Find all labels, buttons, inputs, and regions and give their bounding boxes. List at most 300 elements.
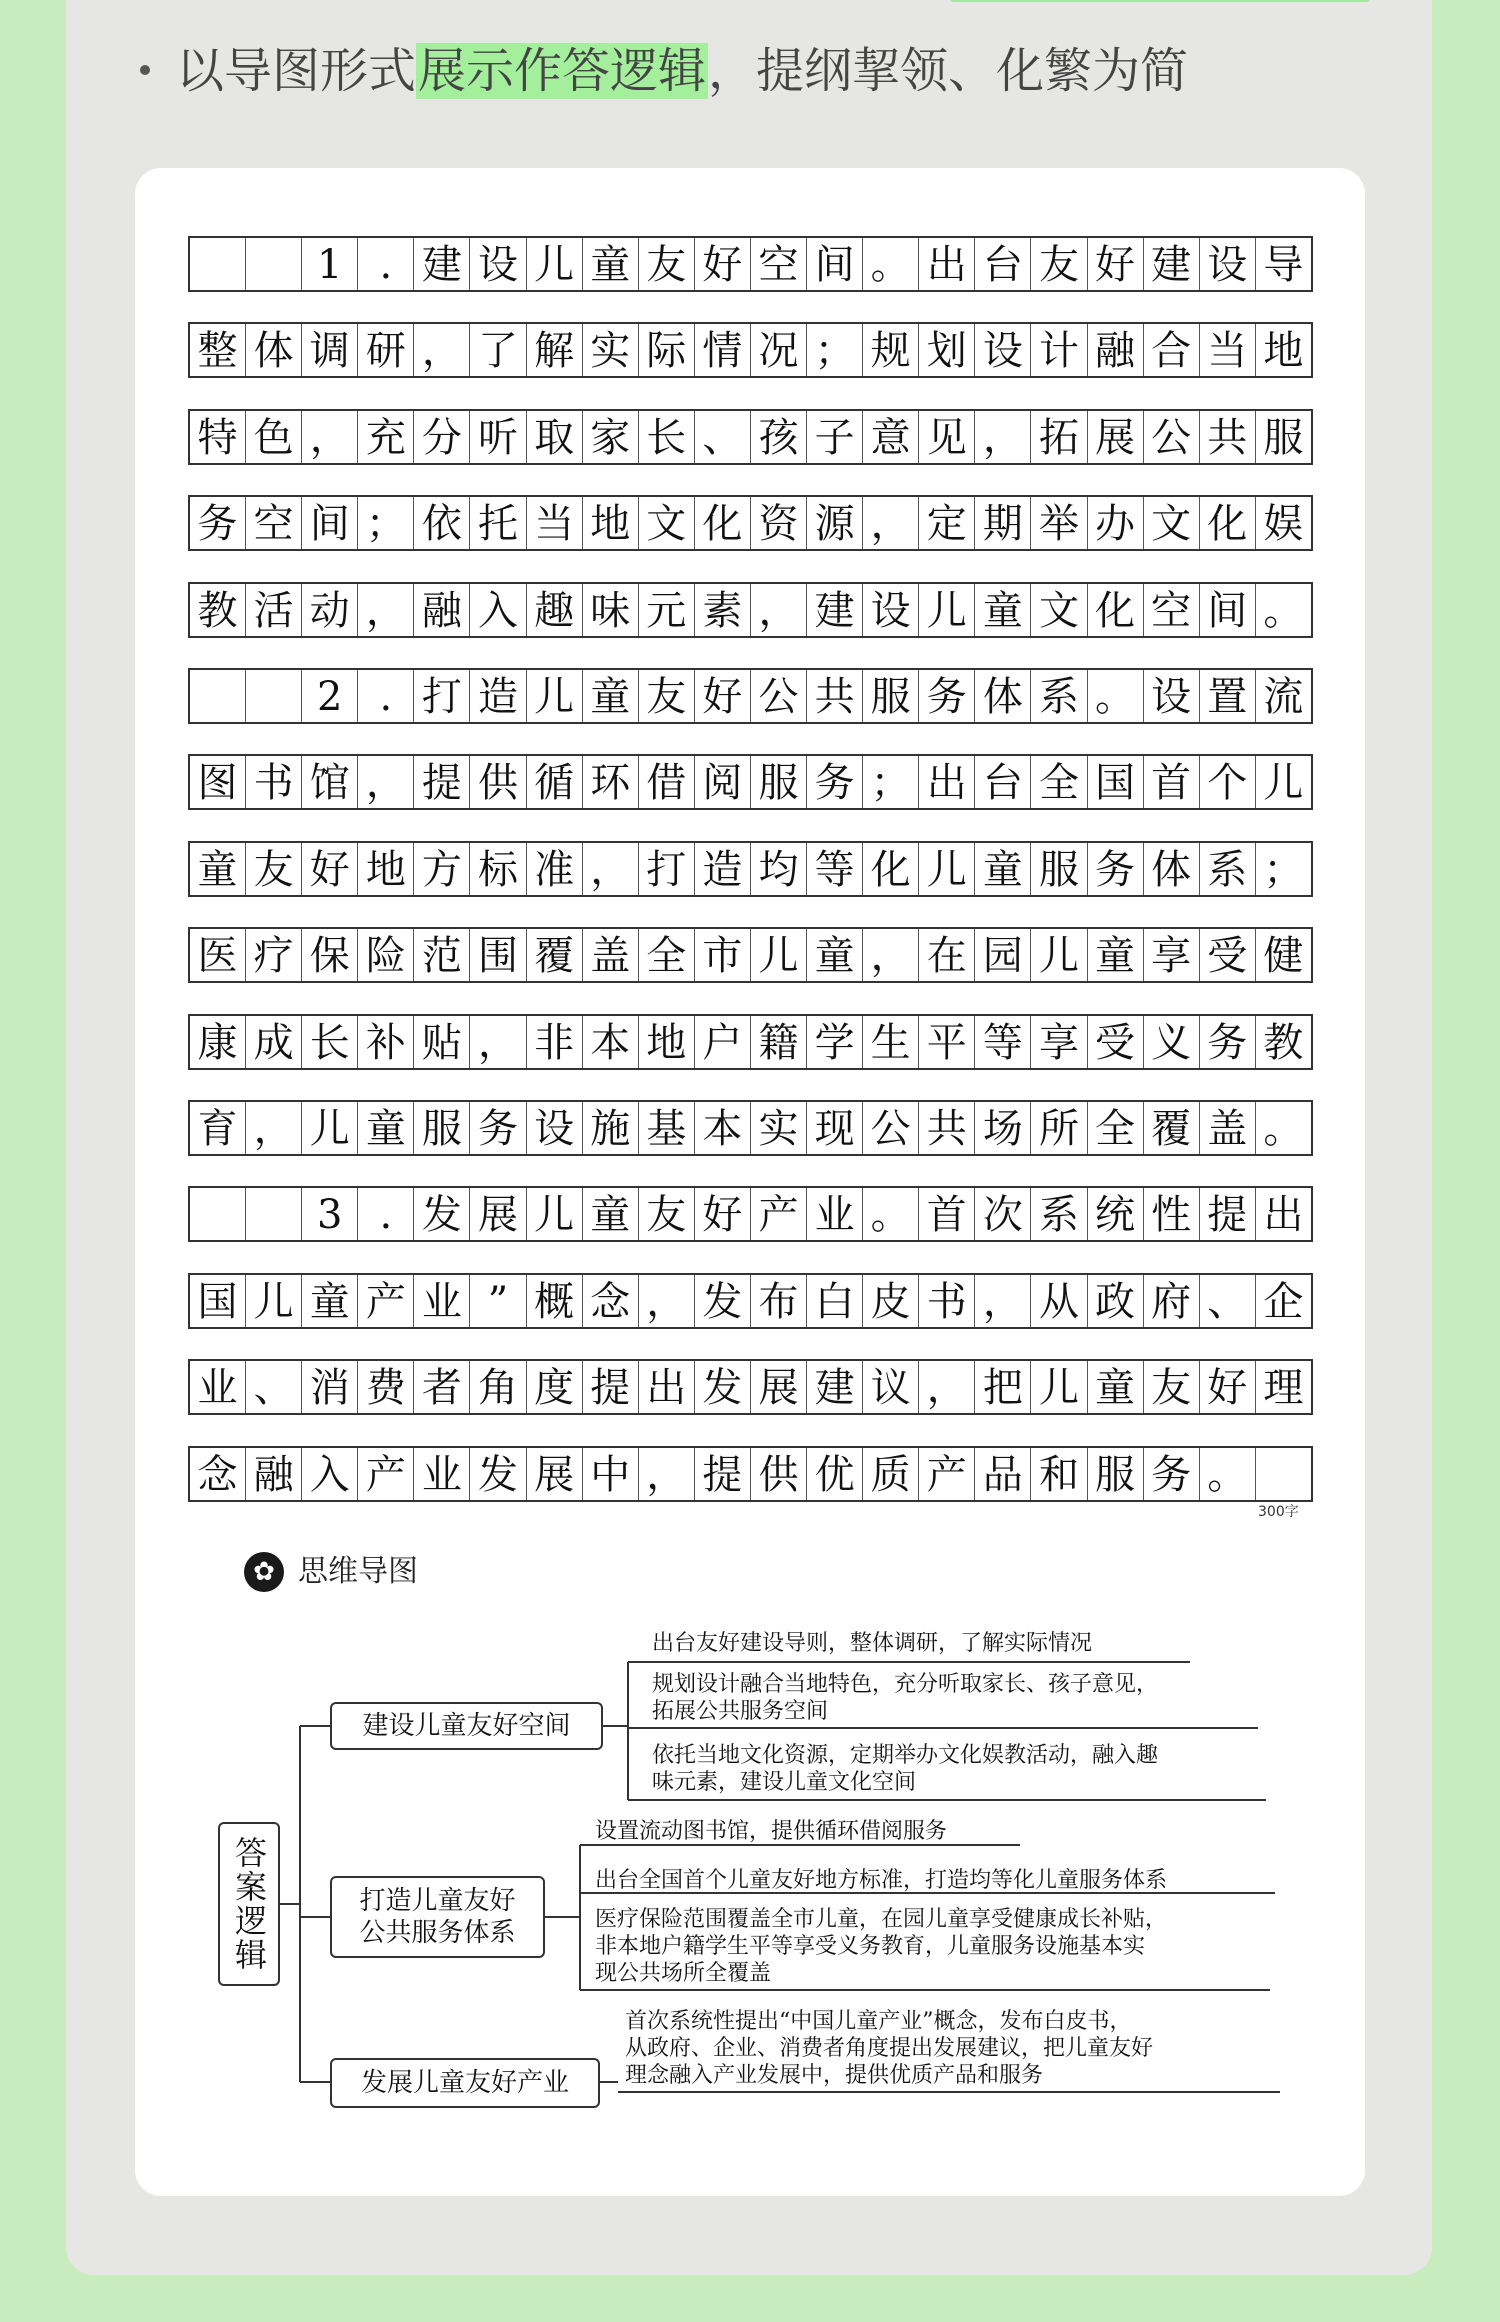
grid-cell: 拓 bbox=[1030, 411, 1086, 463]
grid-cell: ” bbox=[469, 1275, 525, 1327]
grid-cell: 划 bbox=[918, 324, 974, 376]
grid-cell: 服 bbox=[1030, 843, 1086, 895]
grid-cell: 举 bbox=[1030, 497, 1086, 549]
grid-cell: 服 bbox=[1087, 1448, 1143, 1500]
bullet-prefix: 以导图形式 bbox=[176, 43, 417, 99]
grid-cell: 化 bbox=[1087, 584, 1143, 636]
grid-cell: 度 bbox=[526, 1361, 582, 1413]
grid-cell: 首 bbox=[1143, 756, 1199, 808]
grid-cell: 源 bbox=[806, 497, 862, 549]
grid-cell: 台 bbox=[974, 756, 1030, 808]
grid-cell: 好 bbox=[694, 670, 750, 722]
grid-cell: 业 bbox=[413, 1448, 469, 1500]
grid-cell: 生 bbox=[862, 1016, 918, 1068]
grid-cell: 发 bbox=[694, 1275, 750, 1327]
grid-cell: 非 bbox=[526, 1016, 582, 1068]
word-count: 300字 bbox=[1258, 1504, 1299, 1520]
grid-cell: 打 bbox=[413, 670, 469, 722]
grid-cell: 况 bbox=[750, 324, 806, 376]
grid-cell: 长 bbox=[638, 411, 694, 463]
grid-cell: 义 bbox=[1143, 1016, 1199, 1068]
grid-cell: 馆 bbox=[301, 756, 357, 808]
grid-cell: 产 bbox=[750, 1188, 806, 1240]
grid-cell: 、 bbox=[694, 411, 750, 463]
grid-cell: 范 bbox=[413, 929, 469, 981]
leaf-line: 现公共场所全覆盖 bbox=[595, 1961, 772, 1986]
grid-cell: ； bbox=[862, 756, 918, 808]
grid-cell: 文 bbox=[1143, 497, 1199, 549]
grid-cell: 童 bbox=[582, 238, 638, 290]
grid-cell: 动 bbox=[301, 584, 357, 636]
grid-cell: 特 bbox=[197, 414, 238, 461]
grid-cell: 施 bbox=[582, 1102, 638, 1154]
grid-cell: 当 bbox=[1199, 324, 1255, 376]
grid-cell: 个 bbox=[1199, 756, 1255, 808]
grid-cell: 从 bbox=[1030, 1275, 1086, 1327]
grid-cell: 化 bbox=[1199, 497, 1255, 549]
mindmap-root-label: 答案逻辑 bbox=[230, 1836, 268, 1972]
grid-cell: 务 bbox=[806, 756, 862, 808]
grid-cell: 供 bbox=[750, 1448, 806, 1500]
grid-cell: 童 bbox=[582, 670, 638, 722]
grid-cell: 务 bbox=[918, 670, 974, 722]
branch-label-line: 打造儿童友好 bbox=[359, 1886, 516, 1916]
grid-cell: 实 bbox=[582, 324, 638, 376]
grid-cell: 流 bbox=[1255, 670, 1311, 722]
grid-cell: ， bbox=[469, 1016, 525, 1068]
grid-cell: 活 bbox=[245, 584, 301, 636]
grid-cell: ， bbox=[357, 584, 413, 636]
grid-cell: ， bbox=[301, 411, 357, 463]
grid-cell: 童 bbox=[301, 1275, 357, 1327]
grid-cell: 公 bbox=[750, 670, 806, 722]
grid-cell: 提 bbox=[413, 756, 469, 808]
grid-cell: 。 bbox=[1087, 670, 1143, 722]
grid-cell: 务 bbox=[1199, 1016, 1255, 1068]
mindmap-leaf bbox=[625, 2008, 1153, 2089]
grid-cell: ， bbox=[582, 843, 638, 895]
grid-cell: 入 bbox=[301, 1448, 357, 1500]
grid-cell: 融 bbox=[413, 584, 469, 636]
mindmap-leaf bbox=[595, 1818, 947, 1845]
grid-cell: 融 bbox=[1087, 324, 1143, 376]
grid-cell: 好 bbox=[694, 238, 750, 290]
grid-cell: 定 bbox=[918, 497, 974, 549]
grid-cell: 、 bbox=[245, 1361, 301, 1413]
leaf-line: 设置流动图书馆，提供循环借阅服务 bbox=[595, 1819, 948, 1844]
grid-cell: 化 bbox=[862, 843, 918, 895]
grid-cell: 出 bbox=[638, 1361, 694, 1413]
grid-cell: 概 bbox=[526, 1275, 582, 1327]
grid-cell: ， bbox=[638, 1448, 694, 1500]
grid-cell: 政 bbox=[1087, 1275, 1143, 1327]
grid-cell: 围 bbox=[469, 929, 525, 981]
grid-cell: 素 bbox=[694, 584, 750, 636]
bullet-suffix: ，提纲挈领、化繁为简 bbox=[708, 43, 1189, 99]
grid-cell: . bbox=[357, 238, 413, 290]
grid-cell: ， bbox=[357, 756, 413, 808]
grid-cell: 办 bbox=[1087, 497, 1143, 549]
grid-cell: ， bbox=[862, 929, 918, 981]
grid-cell: 本 bbox=[582, 1016, 638, 1068]
grid-cell: 发 bbox=[469, 1448, 525, 1500]
grid-cell: 儿 bbox=[245, 1275, 301, 1327]
mindmap-leaf bbox=[652, 1742, 1158, 1796]
grid-cell: 提 bbox=[694, 1448, 750, 1500]
grid-cell: 合 bbox=[1143, 324, 1199, 376]
grid-cell: 均 bbox=[750, 843, 806, 895]
grid-cell: 童 bbox=[974, 843, 1030, 895]
grid-cell: 设 bbox=[469, 238, 525, 290]
grid-cell: 友 bbox=[1143, 1361, 1199, 1413]
grid-cell: 儿 bbox=[526, 670, 582, 722]
grid-cell: 健 bbox=[1255, 929, 1311, 981]
grid-cell: 服 bbox=[750, 756, 806, 808]
grid-cell: 场 bbox=[974, 1102, 1030, 1154]
grid-cell: 设 bbox=[1143, 670, 1199, 722]
grid-cell: 公 bbox=[1143, 411, 1199, 463]
grid-cell: 建 bbox=[413, 238, 469, 290]
grid-cell: 儿 bbox=[1255, 756, 1311, 808]
grid-cell: 家 bbox=[582, 411, 638, 463]
grid-cell: 台 bbox=[974, 238, 1030, 290]
grid-cell: 全 bbox=[638, 929, 694, 981]
leaf-line: 非本地户籍学生平等享受义务教育，儿童服务设施基本实 bbox=[595, 1934, 1146, 1959]
grid-cell: 间 bbox=[301, 497, 357, 549]
grid-cell: 共 bbox=[806, 670, 862, 722]
grid-cell: 借 bbox=[638, 756, 694, 808]
grid-cell: 分 bbox=[413, 411, 469, 463]
grid-cell: 系 bbox=[1030, 1188, 1086, 1240]
grid-cell: 全 bbox=[1087, 1102, 1143, 1154]
grid-cell: 娱 bbox=[1255, 497, 1311, 549]
grid-cell: 贴 bbox=[413, 1016, 469, 1068]
grid-cell: 际 bbox=[638, 324, 694, 376]
grid-cell: 念 bbox=[197, 1451, 238, 1498]
leaf-line: 拓展公共服务空间 bbox=[652, 1699, 829, 1724]
mindmap-branch-1 bbox=[330, 1702, 603, 1750]
leaf-line: 依托当地文化资源，定期举办文化娱教活动，融入趣 bbox=[652, 1743, 1159, 1768]
grid-cell: 造 bbox=[469, 670, 525, 722]
grid-cell: 色 bbox=[245, 411, 301, 463]
grid-cell: 提 bbox=[582, 1361, 638, 1413]
grid-cell: 供 bbox=[469, 756, 525, 808]
grid-cell: 听 bbox=[469, 411, 525, 463]
grid-cell: 建 bbox=[806, 584, 862, 636]
grid-cell: 期 bbox=[974, 497, 1030, 549]
grid-cell: 友 bbox=[1030, 238, 1086, 290]
grid-cell: 和 bbox=[1030, 1448, 1086, 1500]
grid-cell: 角 bbox=[469, 1361, 525, 1413]
grid-cell: 共 bbox=[1199, 411, 1255, 463]
grid-cell: 入 bbox=[469, 584, 525, 636]
grid-cell: 户 bbox=[694, 1016, 750, 1068]
grid-cell: 1 bbox=[301, 238, 357, 290]
grid-cell: 在 bbox=[918, 929, 974, 981]
grid-cell: 展 bbox=[1087, 411, 1143, 463]
grid-cell: 务 bbox=[197, 501, 238, 548]
grid-cell: 依 bbox=[413, 497, 469, 549]
grid-cell: 补 bbox=[357, 1016, 413, 1068]
grid-cell: 发 bbox=[413, 1188, 469, 1240]
grid-cell: ； bbox=[806, 324, 862, 376]
grid-cell: 环 bbox=[582, 756, 638, 808]
grid-cell: 化 bbox=[694, 497, 750, 549]
grid-cell: 地 bbox=[582, 497, 638, 549]
grid-cell: 次 bbox=[974, 1188, 1030, 1240]
grid-cell: 整 bbox=[197, 328, 238, 375]
grid-cell: 等 bbox=[806, 843, 862, 895]
grid-cell: ， bbox=[750, 584, 806, 636]
branch-label-line: 公共服务体系 bbox=[359, 1918, 516, 1948]
grid-cell: 享 bbox=[1030, 1016, 1086, 1068]
grid-cell: 融 bbox=[245, 1448, 301, 1500]
grid-cell: 意 bbox=[862, 411, 918, 463]
grid-cell: 系 bbox=[1030, 670, 1086, 722]
grid-cell: 共 bbox=[918, 1102, 974, 1154]
grid-cell: 园 bbox=[974, 929, 1030, 981]
grid-cell: 儿 bbox=[301, 1102, 357, 1154]
grid-cell: 味 bbox=[582, 584, 638, 636]
grid-cell: 业 bbox=[413, 1275, 469, 1327]
grid-cell: 好 bbox=[301, 843, 357, 895]
grid-cell: 统 bbox=[1087, 1188, 1143, 1240]
grid-cell: 充 bbox=[357, 411, 413, 463]
grid-cell: 。 bbox=[1255, 1102, 1311, 1154]
grid-cell: 费 bbox=[357, 1361, 413, 1413]
grid-cell: 子 bbox=[806, 411, 862, 463]
mindmap-title: 思维导图 bbox=[298, 1554, 418, 1589]
grid-cell: 享 bbox=[1143, 929, 1199, 981]
grid-cell: 儿 bbox=[750, 929, 806, 981]
grid-cell: 3 bbox=[301, 1188, 357, 1240]
grid-cell: ， bbox=[974, 411, 1030, 463]
grid-cell: 计 bbox=[1030, 324, 1086, 376]
grid-cell: 友 bbox=[638, 1188, 694, 1240]
grid-cell: 童 bbox=[974, 584, 1030, 636]
grid-cell: 儿 bbox=[1030, 929, 1086, 981]
grid-cell: 友 bbox=[638, 238, 694, 290]
grid-cell: 理 bbox=[1255, 1361, 1311, 1413]
grid-cell: 基 bbox=[638, 1102, 694, 1154]
grid-cell: 产 bbox=[357, 1275, 413, 1327]
grid-cell: 消 bbox=[301, 1361, 357, 1413]
leaf-line: 首次系统性提出“中国儿童产业”概念，发布白皮书， bbox=[625, 2009, 1132, 2034]
grid-cell: 元 bbox=[638, 584, 694, 636]
grid-cell: 发 bbox=[694, 1361, 750, 1413]
grid-cell: 议 bbox=[862, 1361, 918, 1413]
grid-cell: 体 bbox=[974, 670, 1030, 722]
grid-cell: 地 bbox=[357, 843, 413, 895]
grid-cell: 儿 bbox=[918, 843, 974, 895]
grid-cell: 建 bbox=[1143, 238, 1199, 290]
grid-cell: 务 bbox=[1087, 843, 1143, 895]
grid-cell: 疗 bbox=[245, 929, 301, 981]
grid-cell: 服 bbox=[862, 670, 918, 722]
grid-cell: 。 bbox=[862, 1188, 918, 1240]
grid-cell: 教 bbox=[197, 587, 238, 634]
grid-cell: 当 bbox=[526, 497, 582, 549]
grid-cell: ， bbox=[918, 1361, 974, 1413]
leaf-line: 从政府、企业、消费者角度提出发展建议，把儿童友好 bbox=[625, 2036, 1154, 2061]
grid-cell: 布 bbox=[750, 1275, 806, 1327]
grid-cell: 性 bbox=[1143, 1188, 1199, 1240]
grid-cell: 空 bbox=[750, 238, 806, 290]
grid-cell: 友 bbox=[245, 843, 301, 895]
mindmap-leaf bbox=[595, 1867, 1167, 1894]
grid-cell: 体 bbox=[245, 324, 301, 376]
grid-cell: 本 bbox=[694, 1102, 750, 1154]
grid-cell: 。 bbox=[1199, 1448, 1255, 1500]
mindmap-branch-3 bbox=[330, 2058, 600, 2108]
grid-cell: 服 bbox=[1255, 411, 1311, 463]
grid-cell: 孩 bbox=[750, 411, 806, 463]
grid-cell: 长 bbox=[301, 1016, 357, 1068]
grid-cell: 童 bbox=[197, 846, 238, 893]
grid-cell: 平 bbox=[918, 1016, 974, 1068]
grid-cell: 务 bbox=[1143, 1448, 1199, 1500]
grid-cell: 出 bbox=[1255, 1188, 1311, 1240]
grid-cell: 企 bbox=[1255, 1275, 1311, 1327]
grid-cell: 儿 bbox=[526, 1188, 582, 1240]
grid-cell: 出 bbox=[918, 238, 974, 290]
grid-cell: 设 bbox=[526, 1102, 582, 1154]
grid-cell: 把 bbox=[974, 1361, 1030, 1413]
grid-cell: 书 bbox=[245, 756, 301, 808]
grid-cell: 体 bbox=[1143, 843, 1199, 895]
grid-cell: 地 bbox=[638, 1016, 694, 1068]
grid-cell: 者 bbox=[413, 1361, 469, 1413]
grid-cell: 业 bbox=[197, 1365, 238, 1412]
grid-cell: ； bbox=[1255, 843, 1311, 895]
mindmap-root bbox=[218, 1822, 280, 1986]
grid-cell: 学 bbox=[806, 1016, 862, 1068]
grid-cell: 建 bbox=[806, 1361, 862, 1413]
grid-cell: 提 bbox=[1199, 1188, 1255, 1240]
grid-cell: 受 bbox=[1087, 1016, 1143, 1068]
grid-cell: 资 bbox=[750, 497, 806, 549]
grid-cell: 阅 bbox=[694, 756, 750, 808]
grid-cell: 。 bbox=[862, 238, 918, 290]
grid-cell: 2 bbox=[301, 670, 357, 722]
grid-cell: 医 bbox=[197, 933, 238, 980]
grid-cell: 方 bbox=[413, 843, 469, 895]
grid-cell: 文 bbox=[638, 497, 694, 549]
grid-cell: 务 bbox=[469, 1102, 525, 1154]
grid-cell: 府 bbox=[1143, 1275, 1199, 1327]
grid-cell: 现 bbox=[806, 1102, 862, 1154]
grid-cell: ， bbox=[638, 1275, 694, 1327]
grid-cell: 受 bbox=[1199, 929, 1255, 981]
grid-cell: 展 bbox=[526, 1448, 582, 1500]
grid-cell: 。 bbox=[1255, 584, 1311, 636]
flower-icon: ✿ bbox=[244, 1552, 284, 1592]
grid-cell: 儿 bbox=[526, 238, 582, 290]
grid-cell: 保 bbox=[301, 929, 357, 981]
grid-cell: 覆 bbox=[1143, 1102, 1199, 1154]
grid-cell: 康 bbox=[197, 1019, 238, 1066]
grid-cell: 好 bbox=[694, 1188, 750, 1240]
grid-cell: 成 bbox=[245, 1016, 301, 1068]
leaf-line: 出台友好建设导则，整体调研，了解实际情况 bbox=[652, 1631, 1093, 1656]
grid-cell: 、 bbox=[1199, 1275, 1255, 1327]
grid-cell: ， bbox=[245, 1102, 301, 1154]
grid-cell: 取 bbox=[526, 411, 582, 463]
branch-label: 发展儿童友好产业 bbox=[360, 2068, 569, 2098]
mindmap-branch-2 bbox=[330, 1876, 545, 1958]
grid-cell: 出 bbox=[918, 756, 974, 808]
grid-cell: 中 bbox=[582, 1448, 638, 1500]
grid-cell: 覆 bbox=[526, 929, 582, 981]
grid-cell: 展 bbox=[469, 1188, 525, 1240]
grid-cell: 了 bbox=[469, 324, 525, 376]
leaf-line: 理念融入产业发展中，提供优质产品和服务 bbox=[625, 2063, 1044, 2088]
grid-cell: 品 bbox=[974, 1448, 1030, 1500]
grid-cell: 盖 bbox=[582, 929, 638, 981]
grid-cell: 盖 bbox=[1199, 1102, 1255, 1154]
grid-cell: 空 bbox=[1143, 584, 1199, 636]
grid-cell: 设 bbox=[974, 324, 1030, 376]
leaf-line: 医疗保险范围覆盖全市儿童，在园儿童享受健康成长补贴， bbox=[595, 1907, 1168, 1932]
grid-cell: 业 bbox=[806, 1188, 862, 1240]
grid-cell: 置 bbox=[1199, 670, 1255, 722]
grid-cell: 儿 bbox=[918, 584, 974, 636]
grid-cell: ； bbox=[357, 497, 413, 549]
leaf-line: 出台全国首个儿童友好地方标准，打造均等化儿童服务体系 bbox=[595, 1868, 1168, 1893]
grid-cell: 优 bbox=[806, 1448, 862, 1500]
grid-cell: 市 bbox=[694, 929, 750, 981]
grid-cell: 等 bbox=[974, 1016, 1030, 1068]
grid-cell: ， bbox=[974, 1275, 1030, 1327]
leaf-line: 味元素，建设儿童文化空间 bbox=[652, 1770, 917, 1795]
grid-cell: ， bbox=[862, 497, 918, 549]
grid-cell: 好 bbox=[1199, 1361, 1255, 1413]
grid-cell: 导 bbox=[1255, 238, 1311, 290]
mindmap-leaf bbox=[652, 1630, 1092, 1657]
grid-cell: 设 bbox=[1199, 238, 1255, 290]
grid-cell: 童 bbox=[1087, 929, 1143, 981]
grid-cell: 展 bbox=[750, 1361, 806, 1413]
grid-cell: 童 bbox=[357, 1102, 413, 1154]
grid-cell: 调 bbox=[301, 324, 357, 376]
grid-cell: 空 bbox=[245, 497, 301, 549]
grid-cell: 系 bbox=[1199, 843, 1255, 895]
grid-cell: 间 bbox=[1199, 584, 1255, 636]
grid-cell: 产 bbox=[918, 1448, 974, 1500]
grid-cell: 见 bbox=[918, 411, 974, 463]
grid-cell: 儿 bbox=[1030, 1361, 1086, 1413]
bullet-highlight: 展示作答逻辑 bbox=[418, 43, 707, 99]
mindmap-leaf bbox=[652, 1671, 1158, 1725]
grid-cell: 解 bbox=[526, 324, 582, 376]
grid-cell: 国 bbox=[1087, 756, 1143, 808]
grid-cell: 规 bbox=[862, 324, 918, 376]
grid-cell: 籍 bbox=[750, 1016, 806, 1068]
grid-cell: 公 bbox=[862, 1102, 918, 1154]
grid-cell: 国 bbox=[197, 1278, 238, 1325]
grid-cell: 研 bbox=[357, 324, 413, 376]
leaf-line: 规划设计融合当地特色，充分听取家长、孩子意见， bbox=[652, 1672, 1159, 1697]
grid-cell: . bbox=[357, 670, 413, 722]
grid-cell: 全 bbox=[1030, 756, 1086, 808]
grid-cell: 间 bbox=[806, 238, 862, 290]
grid-cell: 标 bbox=[469, 843, 525, 895]
grid-cell: 准 bbox=[526, 843, 582, 895]
mindmap-leaf bbox=[595, 1906, 1167, 1987]
grid-cell: 造 bbox=[694, 843, 750, 895]
grid-cell: 育 bbox=[197, 1106, 238, 1152]
grid-cell: 皮 bbox=[862, 1275, 918, 1327]
